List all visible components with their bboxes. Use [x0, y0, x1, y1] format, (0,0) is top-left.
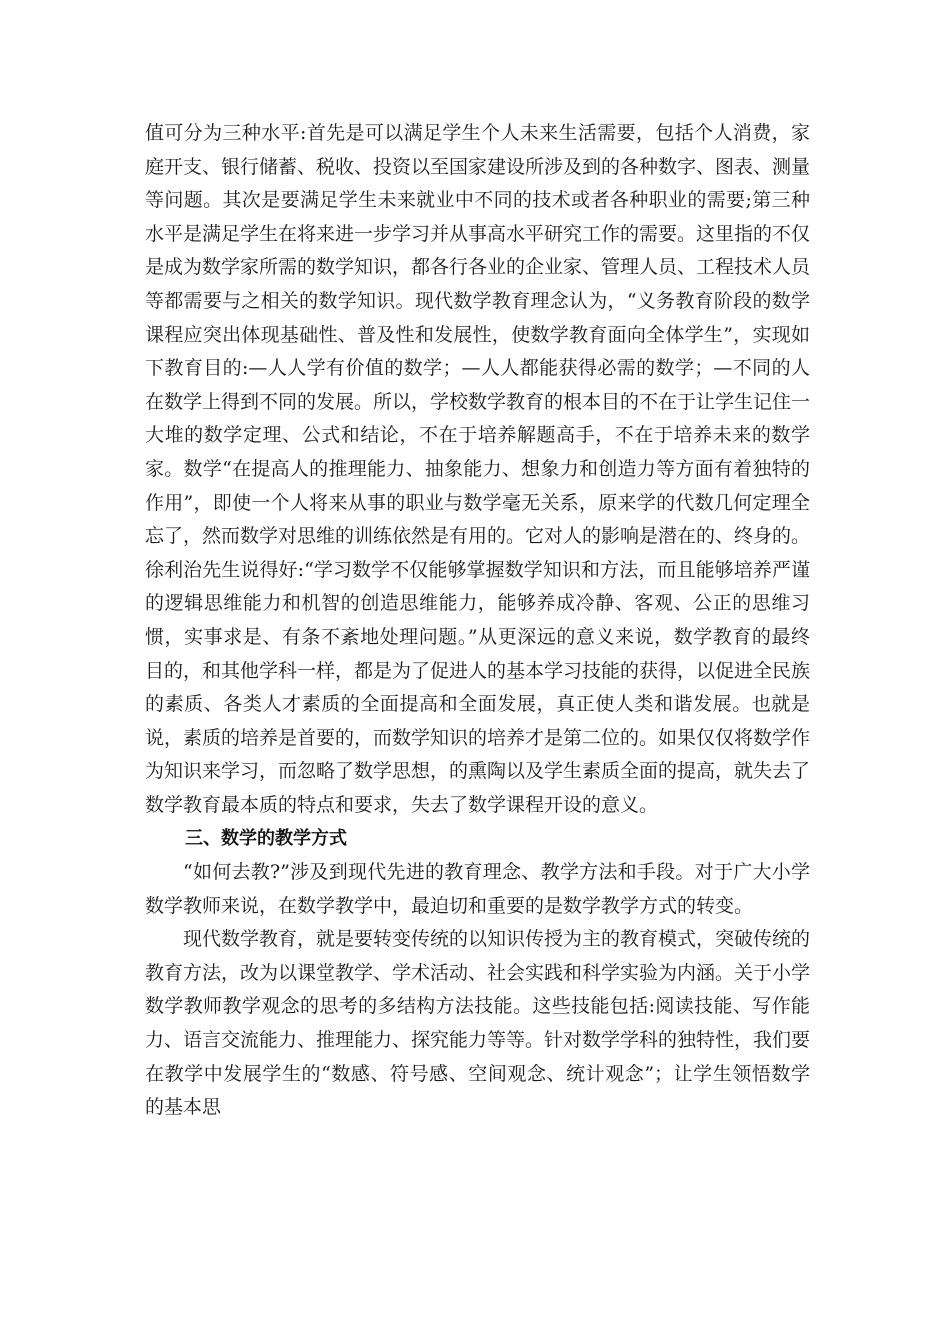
paragraph-modern-math-education: 现代数学教育，就是要转变传统的以知识传授为主的教育模式，突破传统的教育方法，改为以课堂教学、学术活动、社会实践和科学实验为内涵。关于小学数学教师教学观念的思考的多结构方法技能。这些技能包括:阅读技能、写作能力、语言交流能力、推理能力、探究能力等等。针对数学学科的独特性，我们要在教学中发展学生的“数感、符号感、空间观念、统计观念”；让学生领悟数学的基本思 — [145, 928, 811, 1119]
paragraph-how-to-teach: “如何去教?”涉及到现代先进的教育理念、教学方法和手段。对于广大小学数学教师来说，在数学教学中，最迫切和重要的是数学教学方式的转变。 — [145, 861, 810, 917]
section-heading-teaching-methods: 三、数学的教学方式 — [185, 828, 347, 850]
document-body — [145, 117, 810, 1125]
paragraph-math-value-levels: 值可分为三种水平:首先是可以满足学生个人未来生活需要，包括个人消费，家庭开支、银行储蓄、税收、投资以至国家建设所涉及到的各种数字、图表、测量等问题。其次是要满足学生未来就业中不同的技术或者各种职业的需要;第三种水平是满足学生在将来进一步学习并从事高水平研究工作的需要。这里指的不仅是成为数学家所需的数学知识，都各行各业的企业家、管理人员、工程技术人员等都需要与之相关的数学知识。现代数学教育理念认为，“义务教育阶段的数学课程应突出体现基础性、普及性和发展性，使数学教育面向全体学生”，实现如下教育目的:—人人学有价值的数学；—人人都能获得必需的数学；—不同的人在数学上得到不同的发展。所以，学校数学教育的根本目的不在于让学生记住一大堆的数学定理、公式和结论，不在于培养解题高手，不在于培养未来的数学家。数学“在提高人的推理能力、抽象能力、想象力和创造力等方面有着独特的作用”，即使一个人将来从事的职业与数学毫无关系，原来学的代数几何定理全忘了，然而数学对思维的训练依然是有用的。它对人的影响是潜在的、终身的。徐利治先生说得好:“学习数学不仅能够掌握数学知识和方法，而且能够培养严谨的逻辑思维能力和机智的创造思维能力，能够养成冷静、客观、公正的思维习惯，实事求是、有条不紊地处理问题。”从更深远的意义来说，数学教育的最终目的，和其他学科一样，都是为了促进人的基本学习技能的获得，以促进全民族的素质、各类人才素质的全面提高和全面发展，真正使人类和谐发展。也就是说，素质的培养是首要的，而数学知识的培养才是第二位的。如果仅仅将数学作为知识来学习，而忽略了数学思想，的熏陶以及学生素质全面的提高，就失去了数学教育最本质的特点和要求，失去了数学课程开设的意义。 — [145, 122, 811, 816]
